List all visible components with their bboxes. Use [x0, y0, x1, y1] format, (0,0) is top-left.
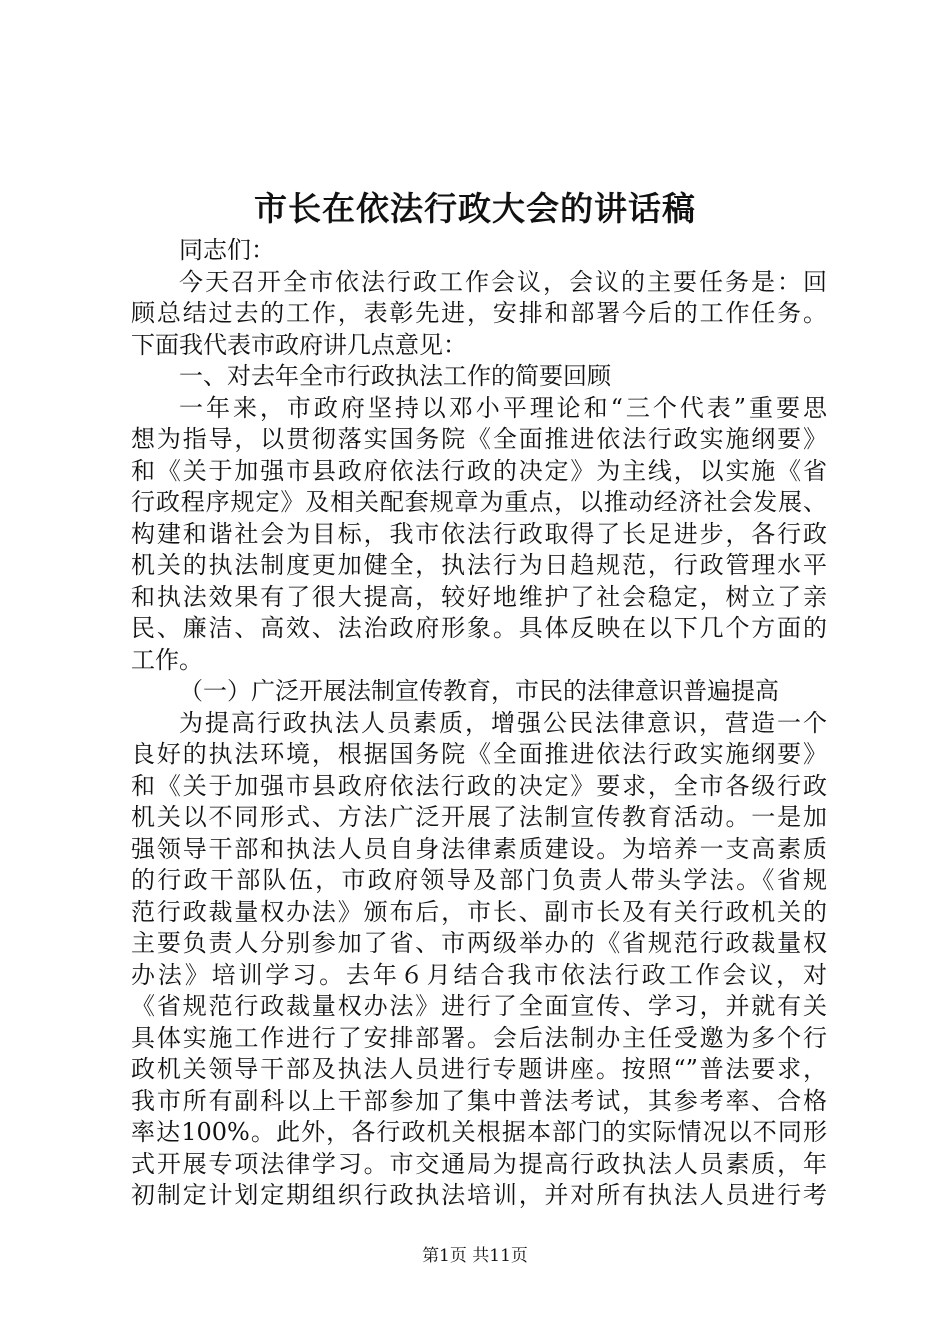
paragraph-line: 主要负责人分别参加了省、市两级举办的《省规范行政裁量权 — [131, 929, 827, 957]
paragraph-line: 顾总结过去的工作，表彰先进，安排和部署今后的工作任务。 — [131, 299, 827, 327]
paragraph-line: 下面我代表市政府讲几点意见： — [131, 330, 467, 359]
page-footer: 第1页 共11页 — [422, 1246, 528, 1266]
paragraph-line: 率达100%。此外，各行政机关根据本部门的实际情况以不同形 — [131, 1118, 827, 1146]
section-heading: 一、对去年全市行政执法工作的简要回顾 — [179, 362, 611, 390]
paragraph-line: 行政程序规定》及相关配套规章为重点，以推动经济社会发展、 — [131, 488, 827, 516]
document-title: 市长在依法行政大会的讲话稿 — [254, 189, 696, 228]
paragraph-line: 想为指导，以贯彻落实国务院《全面推进依法行政实施纲要》 — [131, 425, 827, 453]
paragraph-line: 范行政裁量权办法》颁布后，市长、副市长及有关行政机关的 — [131, 897, 827, 926]
paragraph-line: 式开展专项法律学习。市交通局为提高行政执法人员素质，年 — [131, 1149, 827, 1178]
paragraph-line: 良好的执法环境，根据国务院《全面推进依法行政实施纲要》 — [131, 740, 827, 768]
paragraph-line: 民、廉洁、高效、法治政府形象。具体反映在以下几个方面的 — [131, 614, 827, 642]
paragraph-line: 和《关于加强市县政府依法行政的决定》为主线，以实施《省 — [131, 456, 827, 485]
paragraph-line: 和《关于加强市县政府依法行政的决定》要求，全市各级行政 — [131, 771, 827, 800]
paragraph-line: 具体实施工作进行了安排部署。会后法制办主任受邀为多个行 — [131, 1023, 827, 1052]
salutation: 同志们： — [179, 236, 275, 264]
paragraph-line: 《省规范行政裁量权办法》进行了全面宣传、学习，并就有关 — [131, 992, 827, 1020]
paragraph-line: 机关以不同形式、方法广泛开展了法制宣传教育活动。一是加 — [131, 803, 827, 831]
paragraph-line: 政机关领导干部及执法人员进行专题讲座。按照“”普法要求， — [131, 1055, 827, 1083]
paragraph-line: 我市所有副科以上干部参加了集中普法考试，其参考率、合格 — [131, 1086, 827, 1115]
paragraph-line: 强领导干部和执法人员自身法律素质建设。为培养一支高素质 — [131, 834, 827, 863]
paragraph-line: 机关的执法制度更加健全，执法行为日趋规范，行政管理水平 — [131, 551, 827, 579]
paragraph-line: 办法》培训学习。去年６月结合我市依法行政工作会议，对 — [131, 960, 827, 989]
paragraph-line: 一年来，市政府坚持以邓小平理论和“三个代表”重要思 — [179, 393, 827, 422]
subsection-heading: （一）广泛开展法制宣传教育，市民的法律意识普遍提高 — [179, 677, 779, 705]
paragraph-line: 今天召开全市依法行政工作会议，会议的主要任务是：回 — [179, 267, 827, 296]
paragraph-line: 构建和谐社会为目标，我市依法行政取得了长足进步，各行政 — [131, 519, 827, 548]
paragraph-line: 和执法效果有了很大提高，较好地维护了社会稳定，树立了亲 — [131, 582, 827, 611]
document-body — [131, 235, 827, 1212]
paragraph-line: 初制定计划定期组织行政执法培训，并对所有执法人员进行考 — [131, 1181, 827, 1209]
paragraph-line: 为提高行政执法人员素质，增强公民法律意识，营造一个 — [179, 708, 827, 737]
paragraph-line: 工作。 — [131, 645, 203, 674]
paragraph-line: 的行政干部队伍，市政府领导及部门负责人带头学法。《省规 — [131, 866, 827, 894]
